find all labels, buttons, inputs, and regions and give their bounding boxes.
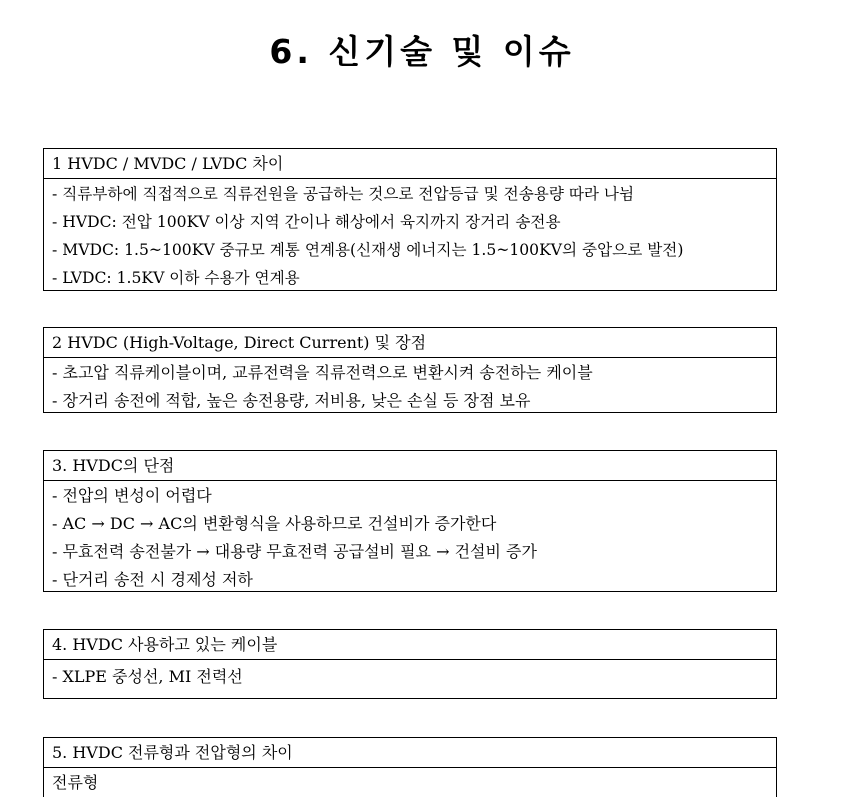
- section-hvdc-advantages: [43, 327, 777, 413]
- section-line: - 장거리 송전에 적합, 높은 송전용량, 저비용, 낮은 손실 등 장점 보유: [52, 391, 531, 410]
- section-line: - HVDC: 전압 100KV 이상 지역 간이나 해상에서 육지까지 장거리 송전용: [52, 213, 561, 231]
- section-line: 전류형: [52, 773, 99, 792]
- section-line: - 직류부하에 직접적으로 직류전원을 공급하는 것으로 전압등급 및 전송용량 따라 나뉨: [52, 185, 635, 203]
- section-line: - XLPE 중성선, MI 전력선: [52, 667, 243, 686]
- section-header: 3. HVDC의 단점: [44, 451, 776, 481]
- section-hvdc-mvdc-lvdc: [43, 148, 777, 291]
- section-hvdc-current-vs-voltage: [43, 737, 777, 797]
- section-line: - 단거리 송전 시 경제성 저하: [52, 570, 253, 589]
- section-line: - LVDC: 1.5KV 이하 수용가 연계용: [52, 269, 300, 287]
- section-line: - MVDC: 1.5~100KV 중규모 계통 연계용(신재생 에너지는 1.5~100KV의 중압으로 발전): [52, 241, 684, 259]
- page-title: 6. 신기술 및 이슈: [269, 32, 575, 71]
- section-header: 4. HVDC 사용하고 있는 케이블: [44, 630, 776, 660]
- section-hvdc-cables: [43, 629, 777, 699]
- section-header: 5. HVDC 전류형과 전압형의 차이: [44, 738, 776, 768]
- section-line: - 전압의 변성이 어렵다: [52, 486, 212, 505]
- section-line: - 초고압 직류케이블이며, 교류전력을 직류전력으로 변환시켜 송전하는 케이블: [52, 363, 593, 382]
- section-hvdc-disadvantages: [43, 450, 777, 592]
- section-line: - 무효전력 송전불가 → 대용량 무효전력 공급설비 필요 → 건설비 증가: [52, 542, 537, 561]
- section-line: - AC → DC → AC의 변환형식을 사용하므로 건설비가 증가한다: [52, 514, 497, 533]
- section-header: 2 HVDC (High-Voltage, Direct Current) 및 장점: [44, 328, 776, 358]
- section-header: 1 HVDC / MVDC / LVDC 차이: [44, 149, 776, 179]
